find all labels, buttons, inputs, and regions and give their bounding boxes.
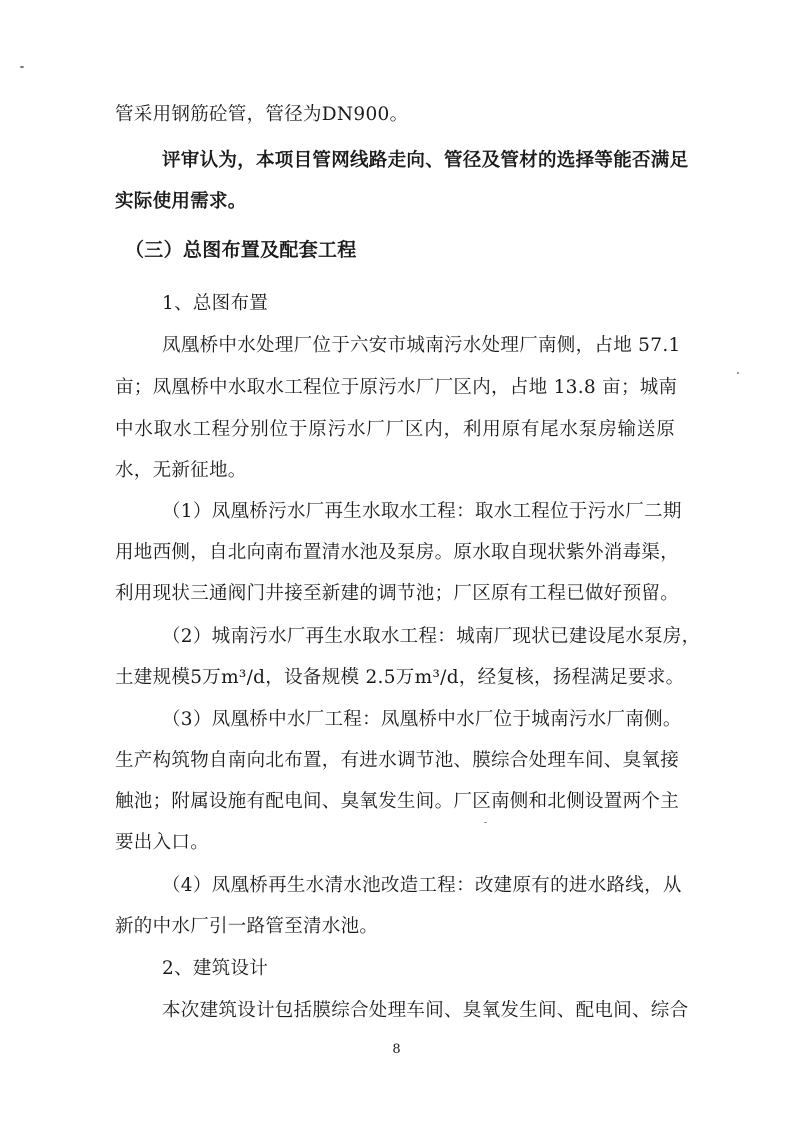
body-line: 管采用钢筋砼管，管径为DN900。	[115, 104, 409, 125]
body-line: 生产构筑物自南向北布置，有进水调节池、膜综合处理车间、臭氧接	[115, 750, 680, 771]
section-heading: （三）总图布置及配套工程	[125, 239, 357, 261]
scan-speck	[484, 822, 487, 823]
body-line: 中水取水工程分别位于原污水厂厂区内，利用原有尾水泵房输送原	[115, 419, 675, 440]
body-line: 土建规模5万m³/d，设备规模 2.5万m³/d，经复核，扬程满足要求。	[115, 667, 685, 688]
subsection-heading: 2、建筑设计	[162, 958, 269, 979]
scan-speck	[20, 66, 24, 68]
body-line: 凤凰桥中水处理厂位于六安市城南污水处理厂南侧，占地 57.1	[162, 335, 681, 356]
body-line: （3）凤凰桥中水厂工程：凤凰桥中水厂位于城南污水厂南侧。	[162, 709, 682, 730]
body-line: 亩；凤凰桥中水取水工程位于原污水厂厂区内，占地 13.8 亩；城南	[115, 377, 678, 398]
body-line: 新的中水厂引一路管至清水池。	[115, 916, 379, 937]
body-line: 触池；附属设施有配电间、臭氧发生间。厂区南侧和北侧设置两个主	[115, 791, 680, 812]
subsection-heading: 1、总图布置	[162, 293, 269, 314]
review-comment-line: 评审认为，本项目管网线路走向、管径及管材的选择等能否满足	[162, 150, 689, 171]
body-line: （1）凤凰桥污水厂再生水取水工程：取水工程位于污水厂二期	[162, 501, 682, 522]
body-line: 水，无新征地。	[115, 460, 247, 481]
body-line: （2）城南污水厂再生水取水工程：城南厂现状已建设尾水泵房，	[162, 626, 701, 647]
body-line: 本次建筑设计包括膜综合处理车间、臭氧发生间、配电间、综合	[162, 1000, 689, 1021]
page-number: 8	[392, 1042, 401, 1057]
review-comment-line: 实际使用需求。	[115, 191, 247, 212]
body-line: 要出入口。	[115, 832, 210, 853]
body-line: 利用现状三通阀门井接至新建的调节池；厂区原有工程已做好预留。	[115, 583, 680, 604]
body-line: （4）凤凰桥再生水清水池改造工程：改建原有的进水路线，从	[162, 875, 682, 896]
scan-speck	[737, 372, 739, 374]
body-line: 用地西侧，自北向南布置清水池及泵房。原水取自现状紫外消毒渠，	[115, 542, 680, 563]
